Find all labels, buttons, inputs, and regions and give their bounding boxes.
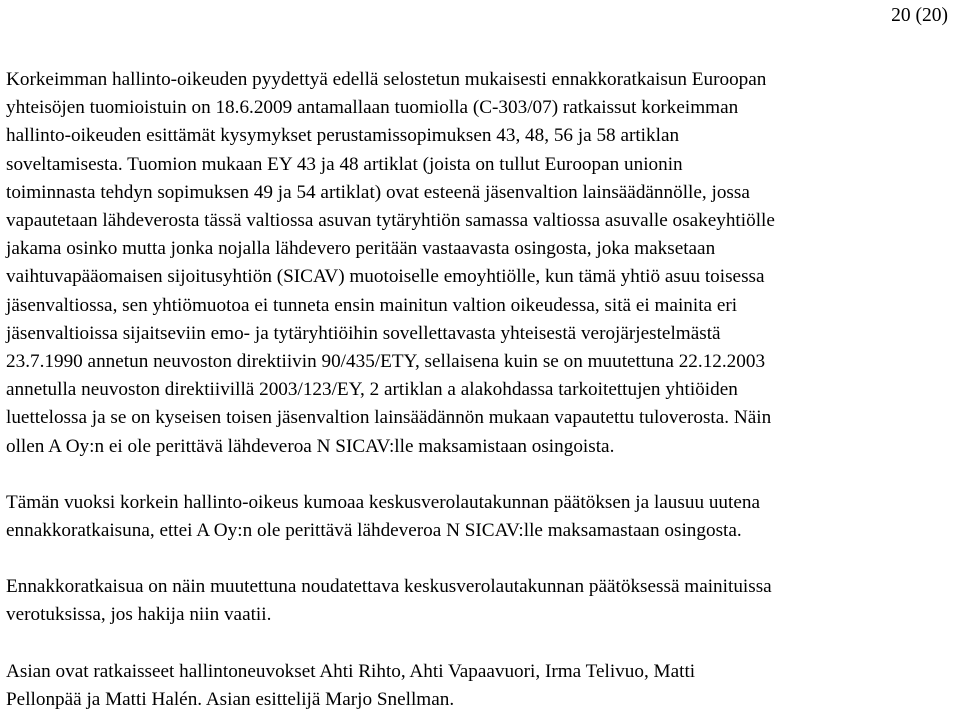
paragraph-judges: Asian ovat ratkaisseet hallintoneuvokset Ahti Rihto, Ahti Vapaavuori, Irma Telivuo, Matti Pellonpää ja Matti Halén. Asian esittelijä Marjo Snellman. (6, 660, 696, 710)
page-number: 20 (20) (891, 5, 948, 26)
paragraph-ruling-summary: Korkeimman hallinto-oikeuden pyydettyä edellä selostetun mukaisesti ennakkoratkaisun Euroopan yhteisöjen tuomioistuin on 18.6.2009 antamallaan tuomiolla (C-303/07) ratkaissut korkeimman hallinto-oikeuden esittämät kysymykset perustamissopimuksen 43, 48, 56 ja 58 artiklan soveltamisesta. Tuomion mukaan EY 43 ja 48 artiklat (joista on tullut Euroopan unionin toiminnasta tehdyn sopimuksen 49 ja 54 artiklat) ovat esteenä jäsenvaltion lainsäädännölle, jossa vapautetaan lähdeverosta tässä valtiossa asuvan tytäryhtiön samassa valtiossa asuvalle osakeyhtiölle jakama osinko mutta jonka nojalla lähdevero peritään vastaavasta osingosta, joka maksetaan vaihtuvapääomaisen sijoitusyhtiön (SICAV) muotoiselle emoyhtiölle, kun tämä yhtiö asuu toisessa jäsenvaltiossa, sen yhtiömuotoa ei tunneta ensin mainitun valtion oikeudessa, sitä ei mainita eri jäsenvaltioissa sijaitseviin emo- ja tytäryhtiöihin sovellettavasta yhteisestä verojärjestelmästä 23.7.1990 annetun neuvoston direktiivin 90/435/ETY, sellaisena kuin se on muutettuna 22.12.2003 annetulla neuvoston direktiivillä 2003/123/EY, 2 artiklan a alakohdassa tarkoitettujen yhtiöiden luettelossa ja se on kyseisen toisen jäsenvaltion lainsäädännön mukaan vapautettu tuloverosta. Näin ollen A Oy:n ei ole perittävä lähdeveroa N SICAV:lle maksamistaan osingoista. (6, 69, 775, 457)
document-body (6, 66, 954, 714)
paragraph-decision: Tämän vuoksi korkein hallinto-oikeus kumoaa keskusverolautakunnan päätöksen ja lausuu uutena ennakkoratkaisuna, ettei A Oy:n ole perittävä lähdeveroa N SICAV:lle maksamastaan osingosta. (6, 491, 760, 542)
paragraph-application: Ennakkoratkaisua on näin muutettuna noudatettava keskusverolautakunnan päätöksessä mainituissa verotuksissa, jos hakija niin vaatii. (6, 576, 772, 626)
